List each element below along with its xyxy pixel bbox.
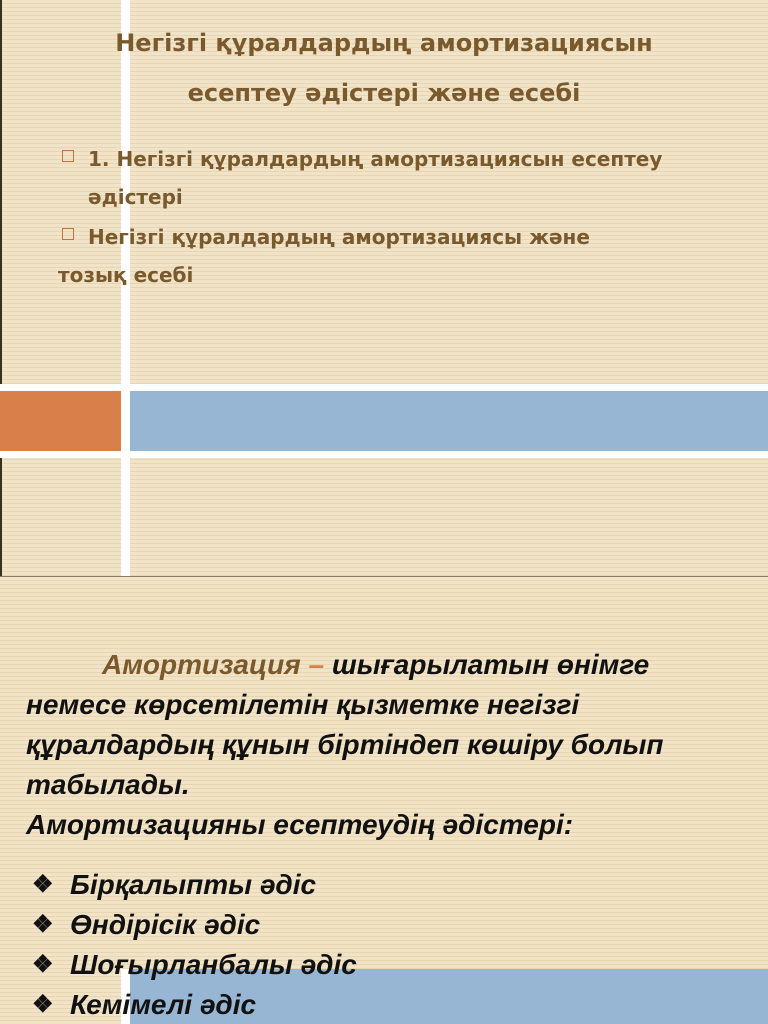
bullet-text-line2: тозық есебі [58,263,194,287]
bullet-continuation [58,256,738,294]
method-item [30,945,750,985]
term-dash: – [300,649,332,680]
bullet-item [58,140,738,216]
horizontal-white-bar-bottom [0,451,768,458]
orange-accent-block [0,391,121,451]
title-line-2: есептеу әдістері және есебі [187,79,581,107]
term-word: Амортизация [102,649,301,680]
method-label: Бірқалыпты әдіс [70,869,317,900]
method-item [30,985,750,1024]
method-label: Шоғырланбалы әдіс [70,949,357,980]
methods-list [30,865,750,1024]
bullet-item [58,218,738,256]
bullet-text-line2: әдістері [88,185,183,209]
method-label: Өндірісік әдіс [70,909,261,940]
method-item [30,905,750,945]
left-divider-lower [0,458,2,576]
square-bullet-icon [62,228,74,240]
bullet-list [58,140,738,294]
slide-2 [0,576,768,1024]
method-item [30,865,750,905]
square-bullet-icon [62,150,74,162]
bullet-text-line1: 1. Негізгі құралдардың амортизациясын есептеу [88,147,663,171]
bullet-text-line1: Негізгі құралдардың амортизациясы және [88,225,590,249]
blue-accent-block [130,391,768,451]
diamond-bullet-icon: ❖ [32,871,54,898]
diamond-bullet-icon: ❖ [32,991,54,1018]
title-line-1: Негізгі құралдардың амортизациясын [115,29,653,57]
methods-heading: Амортизацияны есептеудің әдістері: [26,809,574,840]
left-divider [0,0,2,384]
horizontal-white-bar-top [0,384,768,391]
diamond-bullet-icon: ❖ [32,951,54,978]
definition-body: шығарылатын өнімге немесе көрсетілетін қызметке негізгі құралдардың құнын біртіндеп көшіру болып табылады. [26,649,664,800]
definition-text [26,645,746,845]
method-label: Кемімелі әдіс [70,989,257,1020]
slide-title [30,18,738,118]
diamond-bullet-icon: ❖ [32,911,54,938]
